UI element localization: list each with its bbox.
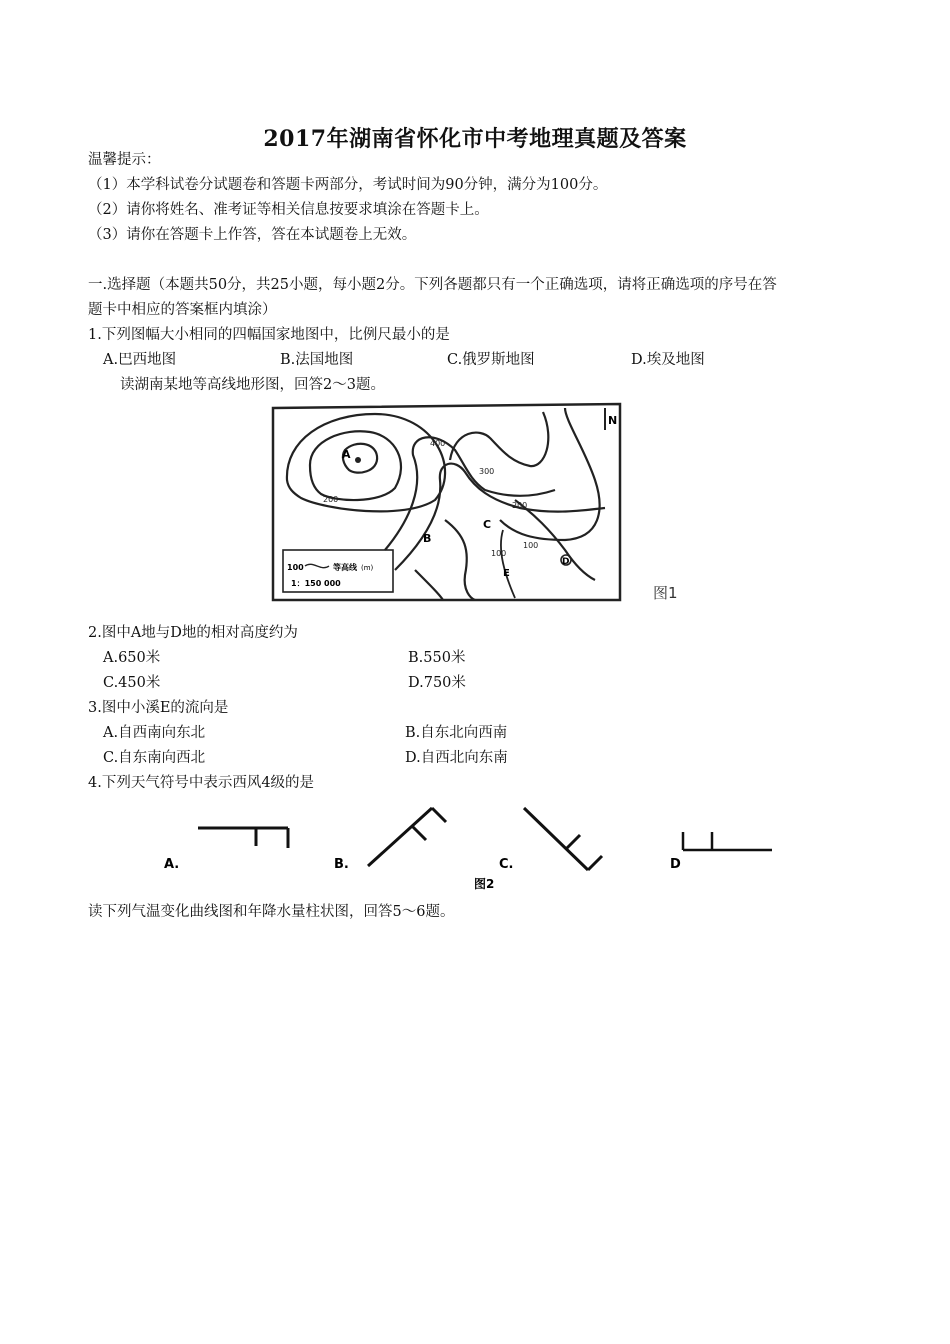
question-2-option-a: A.650米 [103,650,161,666]
legend-unit: (m) [361,564,374,572]
contour-map-figure [265,400,705,610]
point-b-label: B [423,532,432,545]
contour-label-400: 400 [430,439,446,448]
wind-symbol-d [683,832,772,850]
north-label: N [608,414,618,427]
figure-2-caption: 图2 [474,877,495,891]
section-instructions-line1: 一.选择题（本题共50分，共25小题，每小题2分。下列各题都只有一个正确选项，请将正确选项的序号在答 [88,277,777,293]
contour-label-100-valley: 100 [491,549,507,558]
contour-label-300: 300 [479,467,495,476]
wind-symbol-c [524,808,602,870]
notice-item-1: （1）本学科试卷分试题卷和答题卡两部分，考试时间为90分钟，满分为100分。 [88,177,608,193]
question-3-stem: 3.图中小溪E的流向是 [88,700,229,716]
figure-1-caption: 图1 [653,584,678,602]
point-a-label: A [342,448,351,461]
question-1-option-b: B.法国地图 [280,352,354,368]
question-3-option-b: B.自东北向西南 [405,725,508,741]
wind-symbols-figure [150,800,790,895]
contour-label-200-peak: 200 [323,495,339,504]
contour-label-100: 100 [523,541,539,550]
wind-symbol-a [198,828,288,848]
question-1-option-d: D.埃及地图 [631,352,705,368]
point-c-label: C [483,518,492,531]
question-2-option-b: B.550米 [408,650,466,666]
contour-label-200-east: 200 [512,501,528,510]
wind-label-b: B. [334,857,349,872]
section-instructions-line2: 题卡中相应的答案框内填涂） [88,302,277,318]
question-1-stem: 1.下列图幅大小相同的四幅国家地图中，比例尺最小的是 [88,327,450,343]
question-1-option-a: A.巴西地图 [103,352,177,368]
legend-value: 100 [287,563,304,572]
point-e-label: E [503,568,510,579]
wind-label-c: C. [499,857,514,872]
question-3-option-c: C.自东南向西北 [103,750,206,766]
wind-symbol-b [368,808,446,866]
question-2-option-d: D.750米 [408,675,466,691]
legend-label: 等高线 [333,563,357,572]
question-4-stem: 4.下列天气符号中表示西风4级的是 [88,775,315,791]
question-3-option-a: A.自西南向东北 [103,725,206,741]
notice-heading: 温馨提示： [88,152,161,168]
point-d-label: D [562,557,570,567]
question-2-option-c: C.450米 [103,675,161,691]
intro-questions-5-6: 读下列气温变化曲线图和年降水量柱状图，回答5～6题。 [88,904,455,920]
legend-scale: 1：150 000 [291,579,341,588]
wind-label-a: A. [164,857,180,872]
page-title: 2017年湖南省怀化市中考地理真题及答案 [263,126,687,152]
notice-item-3: （3）请你在答题卡上作答，答在本试题卷上无效。 [88,227,417,243]
question-3-option-d: D.自西北向东南 [405,750,508,766]
wind-label-d: D [670,857,681,872]
intro-questions-2-3: 读湖南某地等高线地形图，回答2～3题。 [120,377,385,393]
question-2-stem: 2.图中A地与D地的相对高度约为 [88,625,298,641]
notice-item-2: （2）请你将姓名、准考证等相关信息按要求填涂在答题卡上。 [88,202,489,218]
question-1-option-c: C.俄罗斯地图 [447,352,535,368]
